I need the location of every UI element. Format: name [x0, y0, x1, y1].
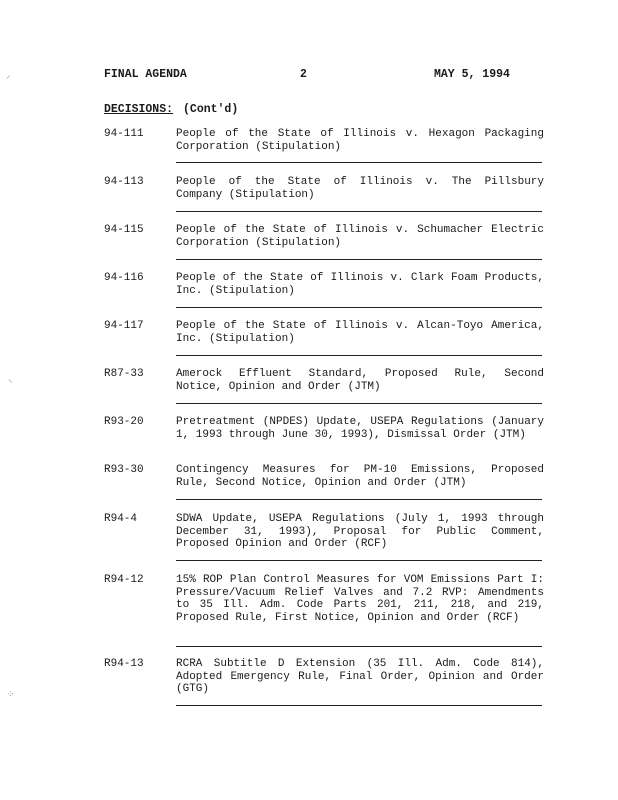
- section-heading: [104, 103, 238, 116]
- scan-speck: ⸜: [8, 375, 13, 385]
- header-title: FINAL AGENDA: [104, 68, 187, 81]
- item-description: Contingency Measures for PM-10 Emissions, Proposed Rule, Second Notice, Opinion and Order (JTM): [176, 464, 544, 489]
- header-date: MAY 5, 1994: [434, 68, 510, 81]
- item-description: Pretreatment (NPDES) Update, USEPA Regulations (January 1, 1993 through June 30, 1993), Dismissal Order (JTM): [176, 416, 544, 441]
- page-number: 2: [300, 68, 307, 81]
- docket-number: 94-115: [104, 224, 144, 236]
- item-rule: [176, 499, 542, 500]
- item-rule: [176, 211, 542, 212]
- item-description: Amerock Effluent Standard, Proposed Rule, Second Notice, Opinion and Order (JTM): [176, 368, 544, 393]
- docket-number: 94-117: [104, 320, 144, 332]
- item-rule: [176, 355, 542, 356]
- item-description: People of the State of Illinois v. Schumacher Electric Corporation (Stipulation): [176, 224, 544, 249]
- item-rule: [176, 705, 542, 706]
- scan-speck: ⸝: [6, 71, 11, 81]
- docket-number: R94-12: [104, 574, 144, 586]
- docket-number: R87-33: [104, 368, 144, 380]
- item-rule: [176, 560, 542, 561]
- docket-number: R94-13: [104, 658, 144, 670]
- item-rule: [176, 646, 542, 647]
- item-description: People of the State of Illinois v. Clark Foam Products, Inc. (Stipulation): [176, 272, 544, 297]
- docket-number: R93-30: [104, 464, 144, 476]
- item-rule: [176, 162, 542, 163]
- section-continued: (Cont'd): [183, 103, 239, 116]
- docket-number: R94-4: [104, 513, 138, 525]
- section-title: DECISIONS:: [104, 103, 174, 116]
- item-description: RCRA Subtitle D Extension (35 Ill. Adm. Code 814), Adopted Emergency Rule, Final Order, Opinion and Order (GTG): [176, 658, 544, 696]
- item-rule: [176, 259, 542, 260]
- item-description: 15% ROP Plan Control Measures for VOM Emissions Part I: Pressure/Vacuum Relief Valves and 7.2 RVP: Amendments to 35 Ill. Adm. Code Parts 201, 211, 218, and 219, Proposed Rule, First Notice, Opinion and Order (RCF): [176, 574, 544, 624]
- item-rule: [176, 403, 542, 404]
- docket-number: R93-20: [104, 416, 144, 428]
- docket-number: 94-113: [104, 176, 144, 188]
- item-description: People of the State of Illinois v. Hexagon Packaging Corporation (Stipulation): [176, 128, 544, 153]
- docket-number: 94-116: [104, 272, 144, 284]
- item-rule: [176, 307, 542, 308]
- item-description: SDWA Update, USEPA Regulations (July 1, 1993 through December 31, 1993), Proposal for Public Comment, Proposed Opinion and Order (RCF): [176, 513, 544, 551]
- page-header: [104, 68, 544, 84]
- item-description: People of the State of Illinois v. Alcan-Toyo America, Inc. (Stipulation): [176, 320, 544, 345]
- item-description: People of the State of Illinois v. The Pillsbury Company (Stipulation): [176, 176, 544, 201]
- scan-speck: ⁘: [7, 690, 15, 700]
- docket-number: 94-111: [104, 128, 144, 140]
